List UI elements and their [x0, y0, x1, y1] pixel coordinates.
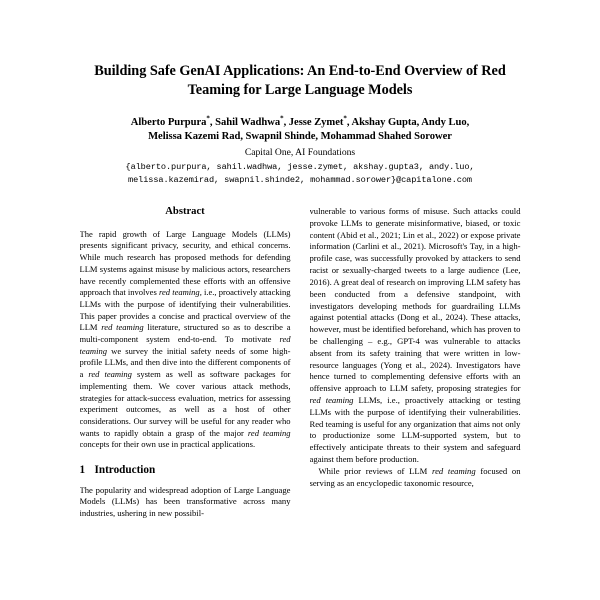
- email-line-1: {alberto.purpura, sahil.wadhwa, jesse.zymet, akshay.gupta3, andy.luo,: [125, 162, 475, 173]
- email-line-2: melissa.kazemirad, swapnil.shinde2, mohammad.sorower}@capitalone.com: [128, 175, 472, 186]
- right-paragraph-2: While prior reviews of LLM red teaming focused on serving as an encyclopedic taxonomic resource,: [309, 465, 521, 488]
- author-line-2: Melissa Kazemi Rad, Swapnil Shinde, Mohammad Shahed Sorower: [148, 131, 452, 143]
- left-column: [80, 206, 291, 600]
- abstract-paragraph: The rapid growth of Large Language Models (LLMs) presents significant privacy, security, and ethical concerns. While much research has proposed methods for defending LLM systems against misuse by malicious actors, researchers have recently complemented these efforts with an offensive approach that involves red teaming, i.e., proactively attacking LLMs with the purpose of identifying their vulnerabilities. This paper provides a concise and practical overview of the LLM red teaming literature, structured so as to describe a multi-component system end-to-end. To motivate red teaming we survey the initial safety needs of some high-profile LLMs, and then dive into the different components of a red teaming system as well as software packages for implementing them. We cover various attack methods, strategies for attack-success evaluation, metrics for assessing experiment outcomes, as well as a host of other considerations. Our survey will be useful for any reader who wants to rapidly obtain a grasp of the major red teaming concepts for their own use in practical applications.: [79, 228, 291, 450]
- section-number: 1: [79, 464, 86, 477]
- title-line-1: Building Safe GenAI Applications: An End-to-End Overview of Red: [94, 63, 506, 79]
- paper-header: [0, 0, 600, 187]
- title-line-2: Teaming for Large Language Models: [187, 81, 413, 98]
- section-heading-introduction: [80, 464, 291, 477]
- right-column: [310, 206, 521, 600]
- page-title: [72, 62, 528, 100]
- body-columns: [0, 206, 600, 600]
- section-title: Introduction: [94, 464, 156, 477]
- right-paragraph-1: vulnerable to various forms of misuse. Such attacks could provoke LLMs to generate misinformative, biased, or toxic content (Abid et al., 2021; Lin et al., 2022) or expose private information (Carlini et al., 2021). Microsoft's Tay, in a high-profile case, was successfully provoked by attackers to send racist or sexually-charged tweets to a large audience (Lee, 2016). A great deal of research on improving LLM safety has been conducted from a defensive standpoint, with investigators developing methods for guardrailing LLMs against potential attacks (Dong et al., 2024). These attacks, however, must be identified beforehand, which has proven to be challenging – e.g., GPT-4 was vulnerable to attacks absent from its safety training that were written in low-resource languages (Yong et al., 2024). Investigators have hence turned to complementing defensive efforts with an offensive approach to LLM safety, proposing strategies for red teaming LLMs, i.e., proactively attacking or testing LLMs with the purpose of identifying their vulnerabilities. Red teaming is useful for any organization that aims not only to productionize some LLM-supported system, but to effectively anticipate threats to their system and safeguard against them before production.: [309, 206, 521, 465]
- author-list: [72, 116, 528, 145]
- intro-paragraph-1: The popularity and widespread adoption of Large Language Models (LLMs) has been transformative across many industries, ushering in new possibil-: [79, 484, 291, 519]
- abstract-heading: Abstract: [165, 206, 205, 217]
- affiliation: Capital One, AI Foundations: [244, 146, 356, 158]
- author-emails: [72, 161, 528, 187]
- author-line-1: Alberto Purpura*, Sahil Wadhwa*, Jesse Zymet*, Akshay Gupta, Andy Luo,: [130, 114, 470, 128]
